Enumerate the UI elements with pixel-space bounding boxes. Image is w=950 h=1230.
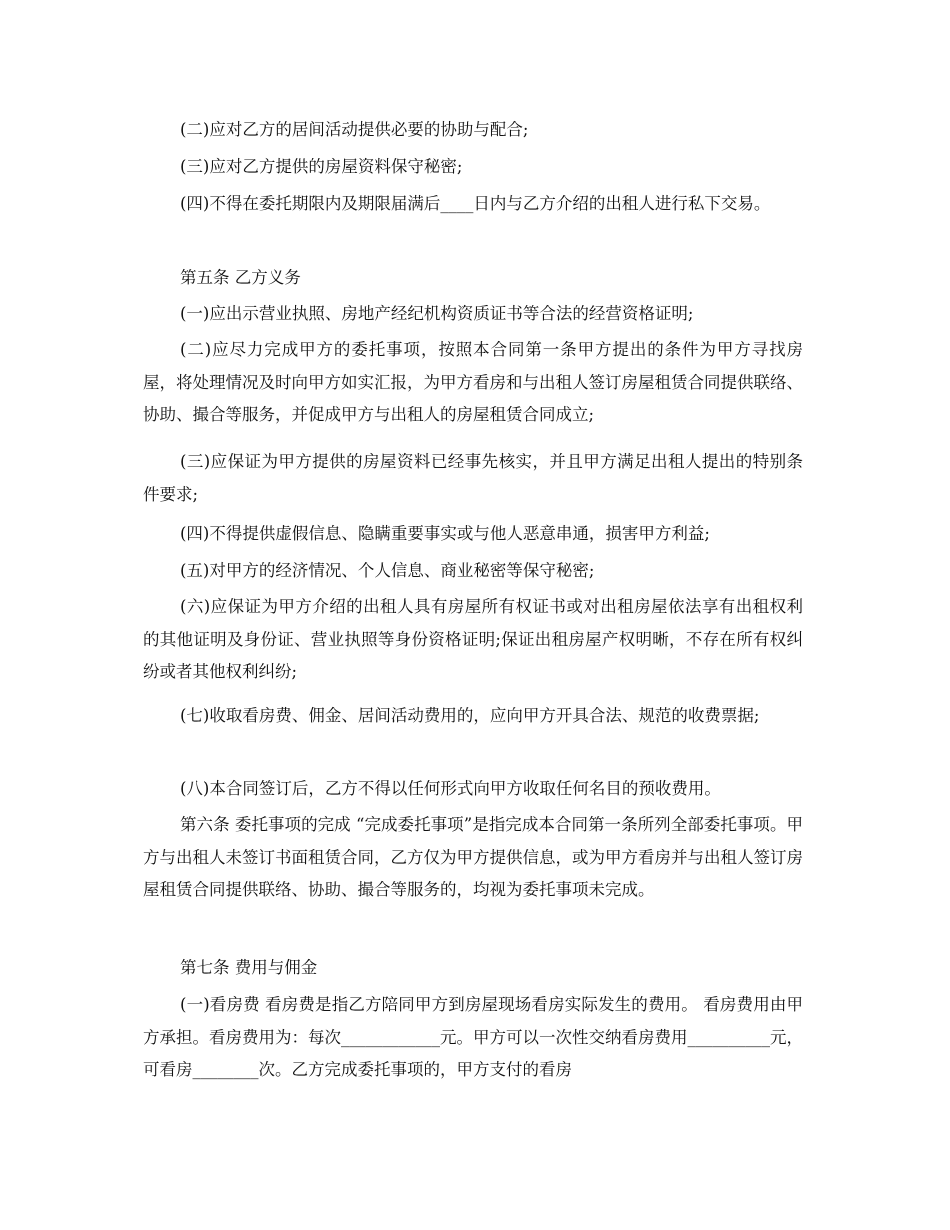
paragraph-no-false-info: (四)不得提供虚假信息、隐瞒重要事实或与他人恶意串通，损害甲方利益;: [180, 524, 710, 543]
paragraph-no-private-deal: (四)不得在委托期限内及期限届满后____日内与乙方介绍的出租人进行私下交易。: [180, 194, 771, 213]
paragraph-complete-task: (二)应尽力完成甲方的委托事项，按照本合同第一条甲方提出的条件为甲方寻找房屋，将处理情况及时向甲方如实汇报，为甲方看房和与出租人签订房屋租赁合同提供联络、协助、撮合等服务，并促成甲方与出租人的房屋租赁合同成立;: [143, 340, 803, 424]
paragraph-assist: (二)应对乙方的居间活动提供必要的协助与配合;: [180, 120, 529, 139]
paragraph-viewing-fee: (一)看房费 看房费是指乙方陪同甲方到房屋现场看房实际发生的费用。 看房费用由甲方承担。看房费用为：每次____________元。甲方可以一次性交纳看房费用__________元，可看房________次。乙方完成委托事项的，甲方支付的看房: [143, 995, 803, 1079]
section-heading-article-5: 第五条 乙方义务: [180, 268, 301, 287]
paragraph-receipts: (七)收取看房费、佣金、居间活动费用的，应向甲方开具合法、规范的收费票据;: [180, 706, 760, 725]
paragraph-show-license: (一)应出示营业执照、房地产经纪机构资质证书等合法的经营资格证明;: [180, 304, 694, 323]
paragraph-no-prepayment: (八)本合同签订后，乙方不得以任何形式向甲方收取任何名目的预收费用。: [180, 779, 721, 798]
paragraph-confidential: (三)应对乙方提供的房屋资料保守秘密;: [180, 157, 463, 176]
section-heading-article-7: 第七条 费用与佣金: [180, 958, 318, 977]
paragraph-keep-secret: (五)对甲方的经济情况、个人信息、商业秘密等保守秘密;: [180, 561, 595, 580]
paragraph-ownership-proof: (六)应保证为甲方介绍的出租人具有房屋所有权证书或对出租房屋依法享有出租权利的其他证明及身份证、营业执照等身份资格证明;保证出租房屋产权明晰，不存在所有权纠纷或者其他权利纠纷;: [143, 597, 803, 681]
section-article-6: 第六条 委托事项的完成 “完成委托事项”是指完成本合同第一条所列全部委托事项。甲方与出租人未签订书面租赁合同，乙方仅为甲方提供信息，或为甲方看房并与出租人签订房屋租赁合同提供联络、协助、撮合等服务的，均视为委托事项未完成。: [143, 815, 803, 899]
paragraph-verify-info: (三)应保证为甲方提供的房屋资料已经事先核实，并且甲方满足出租人提出的特别条件要求;: [143, 452, 803, 504]
